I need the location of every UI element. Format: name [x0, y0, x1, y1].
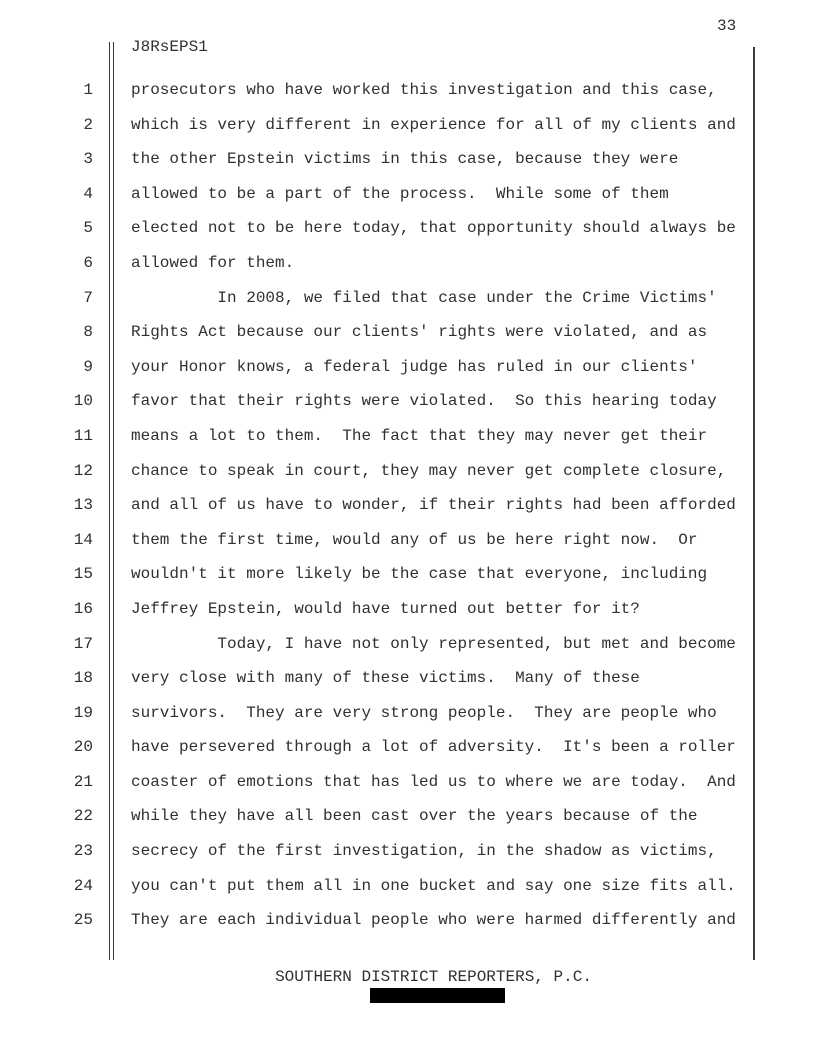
reporter-footer: SOUTHERN DISTRICT REPORTERS, P.C. — [275, 968, 592, 986]
line-number: 2 — [83, 115, 93, 134]
line-number: 14 — [73, 530, 93, 549]
line-text: secrecy of the first investigation, in the shadow as victims, — [131, 842, 717, 861]
line-text: coaster of emotions that has led us to where we are today. And — [131, 772, 736, 791]
line-text: favor that their rights were violated. So this hearing today — [131, 392, 717, 411]
line-text: They are each individual people who were harmed differently and — [131, 911, 736, 930]
line-number: 5 — [83, 219, 93, 238]
line-number: 16 — [73, 599, 93, 618]
transcript-line — [0, 834, 752, 869]
line-number: 4 — [83, 184, 93, 203]
transcript-lines — [0, 73, 752, 938]
line-number: 6 — [83, 253, 93, 272]
transcript-line — [0, 592, 752, 627]
transcript-line — [0, 488, 752, 523]
line-text: Today, I have not only represented, but met and become — [131, 634, 736, 653]
transcript-line — [0, 799, 752, 834]
line-text: which is very different in experience for all of my clients and — [131, 115, 736, 134]
line-text: survivors. They are very strong people. They are people who — [131, 703, 717, 722]
transcript-line — [0, 869, 752, 904]
line-text: Rights Act because our clients' rights were violated, and as — [131, 323, 708, 342]
transcript-line — [0, 73, 752, 108]
transcript-line — [0, 281, 752, 316]
transcript-line — [0, 108, 752, 143]
transcript-session-code: J8RsEPS1 — [131, 38, 208, 56]
line-text: Jeffrey Epstein, would have turned out better for it? — [131, 599, 640, 618]
line-number: 13 — [73, 496, 93, 515]
line-text: allowed to be a part of the process. While some of them — [131, 184, 669, 203]
line-number: 18 — [73, 669, 93, 688]
transcript-line — [0, 765, 752, 800]
line-text: and all of us have to wonder, if their rights had been afforded — [131, 496, 736, 515]
line-number: 1 — [83, 81, 93, 99]
line-number: 24 — [73, 876, 93, 895]
line-number: 11 — [73, 426, 93, 445]
transcript-line — [0, 177, 752, 212]
line-number: 17 — [73, 634, 93, 653]
line-number: 8 — [83, 323, 93, 342]
transcript-line — [0, 903, 752, 938]
line-text: means a lot to them. The fact that they may never get their — [131, 426, 708, 445]
line-number: 9 — [83, 357, 93, 376]
transcript-line — [0, 246, 752, 281]
transcript-line — [0, 696, 752, 731]
line-number: 23 — [73, 842, 93, 861]
line-number: 15 — [73, 565, 93, 584]
redaction-bar — [370, 988, 505, 1003]
transcript-line — [0, 454, 752, 489]
line-number: 20 — [73, 738, 93, 757]
transcript-line — [0, 523, 752, 558]
transcript-line — [0, 419, 752, 454]
line-number: 7 — [83, 288, 93, 307]
line-text: chance to speak in court, they may never get complete closure, — [131, 461, 727, 480]
transcript-line — [0, 315, 752, 350]
line-number: 3 — [83, 150, 93, 169]
page-number: 33 — [717, 17, 737, 35]
line-text: you can't put them all in one bucket and say one size fits all. — [131, 876, 736, 895]
line-text: elected not to be here today, that opportunity should always be — [131, 219, 736, 238]
line-text: prosecutors who have worked this investigation and this case, — [131, 81, 717, 99]
line-number: 19 — [73, 703, 93, 722]
line-number: 12 — [73, 461, 93, 480]
line-text: the other Epstein victims in this case, because they were — [131, 150, 679, 169]
transcript-line — [0, 350, 752, 385]
line-number: 25 — [73, 911, 93, 930]
line-number: 10 — [73, 392, 93, 411]
transcript-line — [0, 661, 752, 696]
transcript-line — [0, 384, 752, 419]
transcript-line — [0, 627, 752, 662]
right-margin-rule — [753, 47, 755, 960]
line-number: 21 — [73, 772, 93, 791]
transcript-line — [0, 730, 752, 765]
transcript-line — [0, 142, 752, 177]
transcript-line — [0, 557, 752, 592]
line-text: them the first time, would any of us be here right now. Or — [131, 530, 698, 549]
line-text: allowed for them. — [131, 253, 295, 272]
line-text: your Honor knows, a federal judge has ruled in our clients' — [131, 357, 698, 376]
line-number: 22 — [73, 807, 93, 826]
line-text: have persevered through a lot of adversity. It's been a roller — [131, 738, 736, 757]
transcript-line — [0, 211, 752, 246]
line-text: while they have all been cast over the years because of the — [131, 807, 698, 826]
line-text: In 2008, we filed that case under the Crime Victims' — [131, 288, 717, 307]
line-text: very close with many of these victims. Many of these — [131, 669, 640, 688]
line-text: wouldn't it more likely be the case that everyone, including — [131, 565, 708, 584]
